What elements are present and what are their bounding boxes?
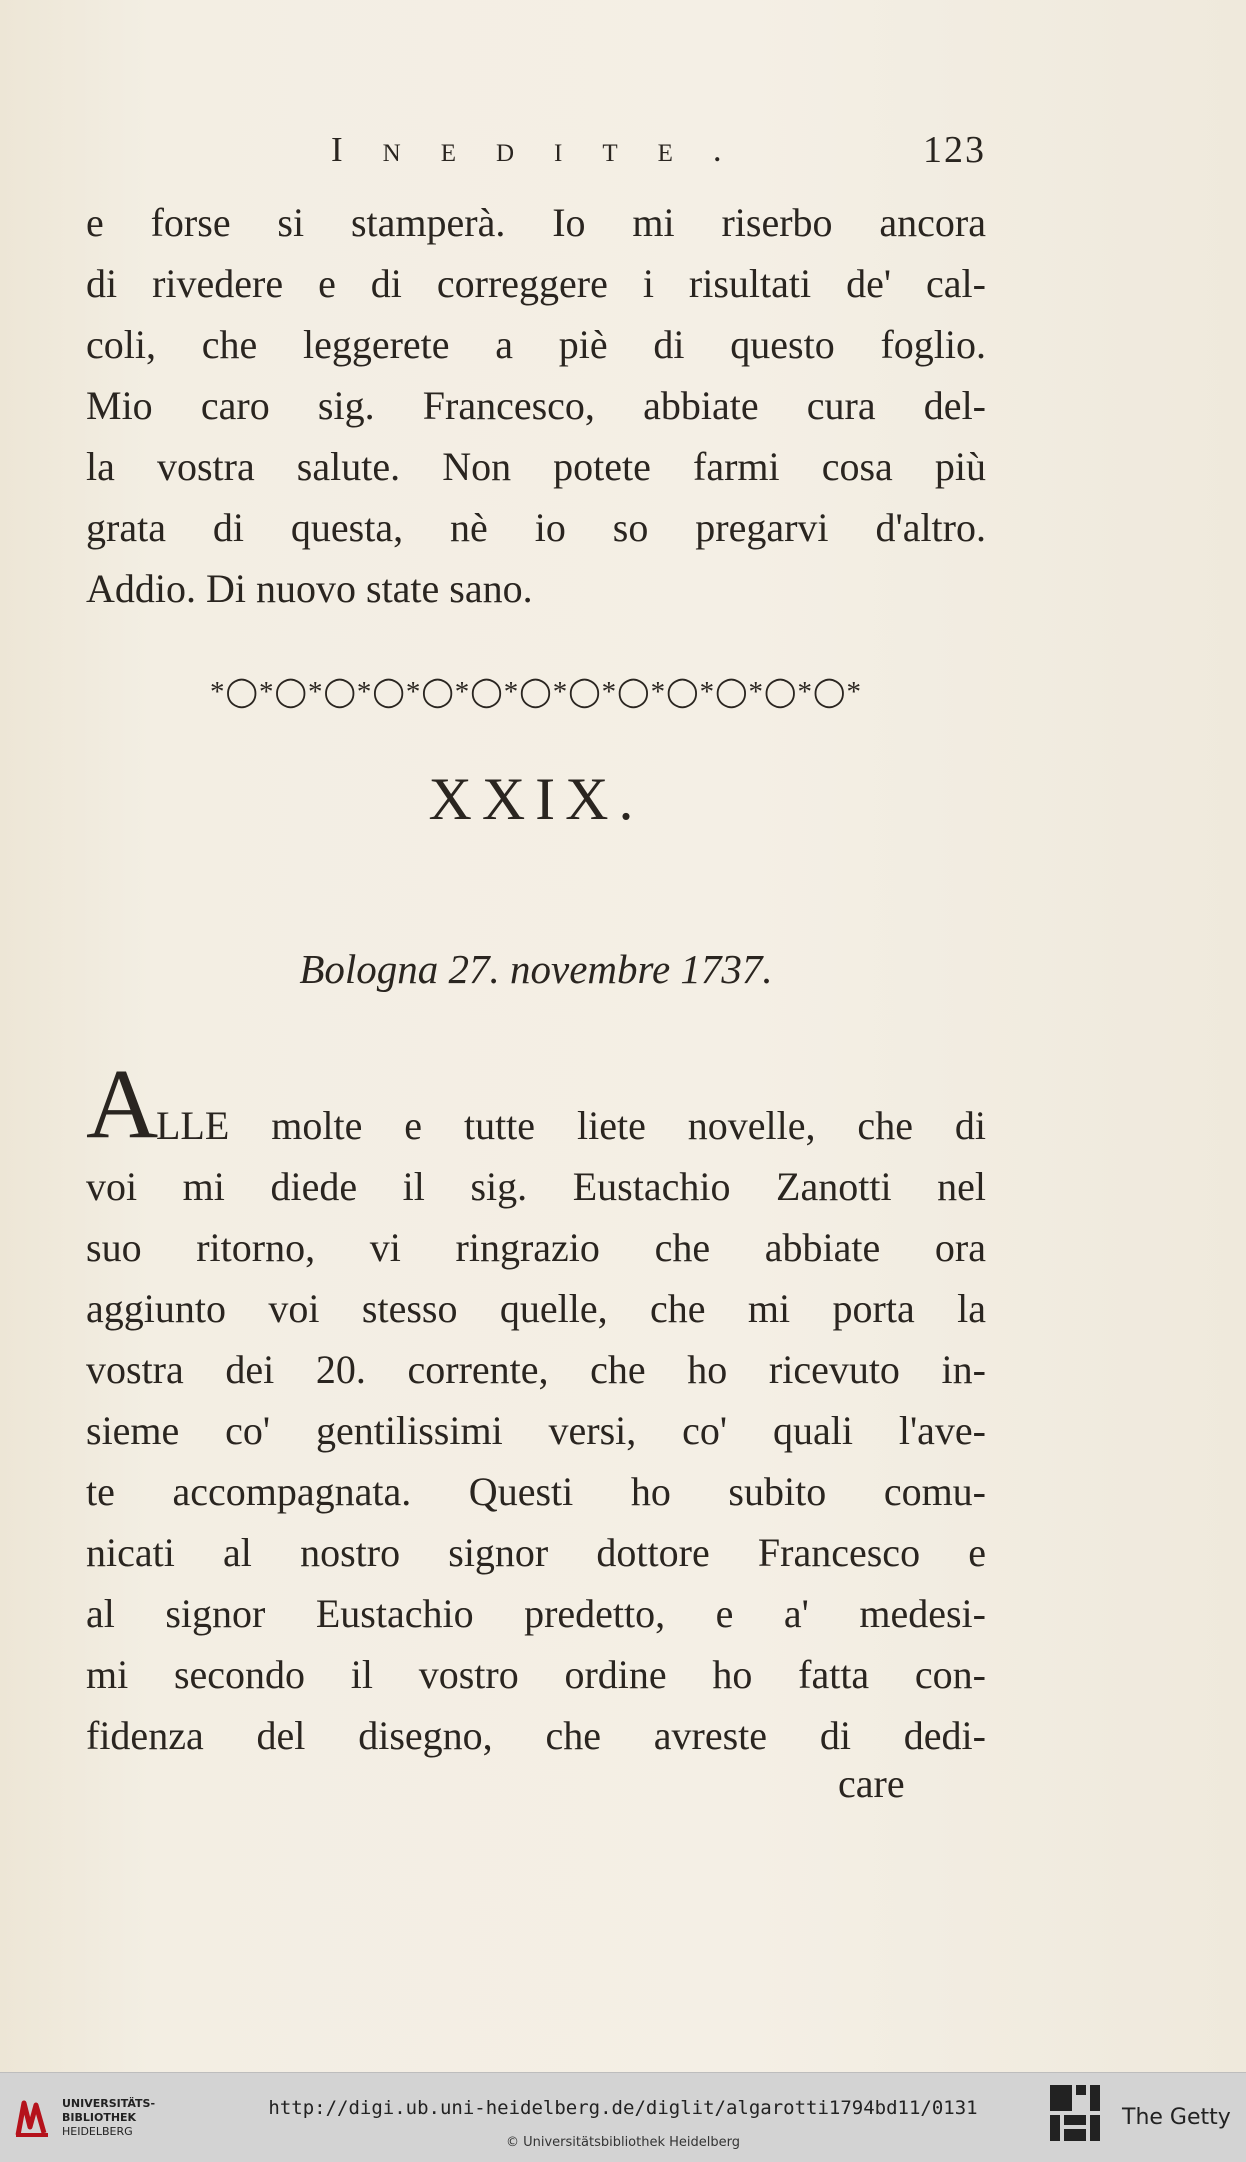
text-line: grata di questa, nè io so pregarvi d'altro.: [86, 505, 986, 550]
text-line: suo ritorno, vi ringrazio che abbiate ora: [86, 1225, 986, 1270]
letter-number: XXIX.: [428, 766, 644, 832]
page-number: 123: [923, 129, 986, 171]
text-line: coli, che leggerete a piè di questo foglio.: [86, 322, 986, 367]
text-line: LLE molte e tutte liete novelle, che di: [156, 1103, 986, 1148]
top-paragraph: [86, 192, 986, 619]
text-line: la vostra salute. Non potete farmi cosa più: [86, 444, 986, 489]
text-line: di rivedere e di correggere i risultati de' cal-: [86, 261, 986, 306]
getty-logo-icon: [1048, 2083, 1102, 2143]
text-line: fidenza del disegno, che avreste di dedi-: [86, 1713, 986, 1758]
permalink-url[interactable]: http://digi.ub.uni-heidelberg.de/diglit/algarotti1794bd11/0131: [268, 2097, 978, 2119]
library-name: UNIVERSITÄTS- BIBLIOTHEK HEIDELBERG: [62, 2097, 156, 2138]
copyright-notice: © Universitätsbibliothek Heidelberg: [505, 2135, 740, 2150]
text-line: vostra dei 20. corrente, che ho ricevuto in-: [86, 1347, 986, 1392]
text-line: e forse si stamperà. Io mi riserbo ancora: [86, 200, 986, 245]
getty-name: The Getty: [1122, 2105, 1231, 2130]
text-line: aggiunto voi stesso quelle, che mi porta la: [86, 1286, 986, 1331]
dateline: Bologna 27. novembre 1737.: [299, 946, 773, 992]
running-head: [86, 124, 986, 180]
text-line: nicati al nostro signor dottore Francesco e: [86, 1530, 986, 1575]
drop-cap: A: [86, 1048, 159, 1159]
ornamental-divider: *◯*◯*◯*◯*◯*◯*◯*◯*◯*◯*◯*◯*◯*: [210, 676, 862, 708]
text-line: sieme co' gentilissimi versi, co' quali l'ave-: [86, 1408, 986, 1453]
text-line: te accompagnata. Questi ho subito comu-: [86, 1469, 986, 1514]
text-line: Addio. Di nuovo state sano.: [86, 566, 533, 611]
text-line: al signor Eustachio predetto, e a' medesi-: [86, 1591, 986, 1636]
viewer-footer: [0, 2072, 1246, 2162]
text-line: mi secondo il vostro ordine ho fatta con-: [86, 1652, 986, 1697]
catchword: care: [838, 1761, 905, 1806]
letter-paragraph: [86, 1095, 986, 1766]
running-title: Inedite.: [331, 130, 762, 169]
text-line: voi mi diede il sig. Eustachio Zanotti nel: [86, 1164, 986, 1209]
text-line: Mio caro sig. Francesco, abbiate cura del-: [86, 383, 986, 428]
